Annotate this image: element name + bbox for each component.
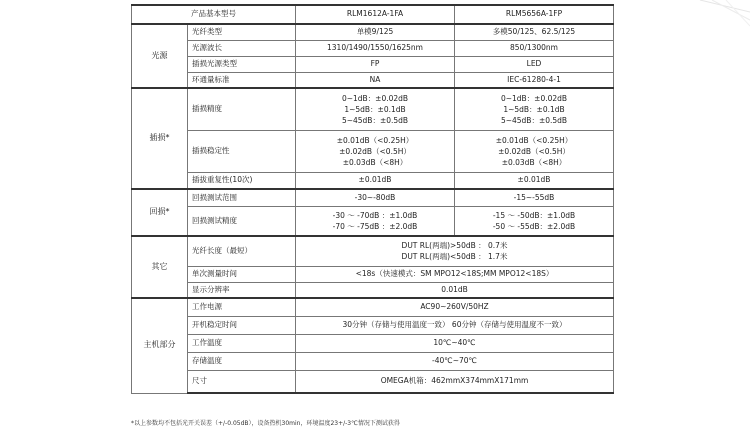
cell-merged: 0.01dB [296, 282, 614, 298]
category-insertion-loss: 插损* [132, 88, 188, 189]
table-row [132, 24, 614, 40]
cell-b: LED [455, 56, 614, 72]
table-row [132, 334, 614, 352]
table-row [132, 88, 614, 130]
category-light-source: 光源 [132, 24, 188, 88]
row-label: 工作电源 [188, 298, 296, 316]
row-label: 显示分辨率 [188, 282, 296, 298]
corner-decoration [690, 0, 750, 30]
model-a: RLM1612A-1FA [296, 5, 455, 24]
category-other: 其它 [132, 236, 188, 298]
table-row [132, 206, 614, 236]
row-label: 存储温度 [188, 352, 296, 370]
row-label: 光源波长 [188, 40, 296, 56]
footnote: *以上参数均不包括光开关误差（+/-0.05dB），设备热机30min，环境温度23+/-3℃情况下测试获得 [131, 420, 400, 427]
cell-merged: 30分钟（存储与使用温度一致） 60分钟（存储与使用温度不一致） [296, 316, 614, 334]
table-row [132, 72, 614, 88]
cell-merged: OMEGA机箱：462mmX374mmX171mm [296, 370, 614, 393]
category-host: 主机部分 [132, 298, 188, 393]
row-label: 光纤类型 [188, 24, 296, 40]
cell-line: ±0.02dB（<0.5H） [498, 146, 570, 156]
table-row [132, 130, 614, 172]
cell-line: 0~1dB：±0.02dB [500, 93, 568, 103]
spec-table [131, 4, 614, 394]
cell-b: 多模50/125、62.5/125 [455, 24, 614, 40]
cell-line: ±0.02dB（<0.5H） [339, 146, 411, 156]
cell-merged [296, 236, 614, 266]
row-label: 回损测试范围 [188, 189, 296, 206]
cell-a [296, 206, 455, 236]
cell-line: ±0.03dB（<8H） [501, 157, 567, 167]
cell-merged: <18s（快速模式：SM MPO12<18S;MM MPO12<18S） [296, 266, 614, 282]
table-row [132, 56, 614, 72]
cell-a: 单模9/125 [296, 24, 455, 40]
cell-line: 5~45dB：±0.5dB [341, 115, 409, 125]
cell-b [455, 206, 614, 236]
cell-a [296, 88, 455, 130]
row-label: 开机稳定时间 [188, 316, 296, 334]
row-label: 插损精度 [188, 88, 296, 130]
table-row [132, 370, 614, 393]
table-row [132, 352, 614, 370]
cell-a: 1310/1490/1550/1625nm [296, 40, 455, 56]
cell-line: -50 ～ -55dB：±2.0dB [492, 221, 576, 231]
cell-a: ±0.01dB [296, 172, 455, 189]
cell-line: ±0.01dB（<0.25H） [336, 135, 414, 145]
row-label: 光纤长度（最短） [188, 236, 296, 266]
row-label: 插拔重复性(10次) [188, 172, 296, 189]
cell-line: ±0.03dB（<8H） [342, 157, 408, 167]
cell-a [296, 130, 455, 172]
cell-a: NA [296, 72, 455, 88]
cell-b: IEC-61280-4-1 [455, 72, 614, 88]
cell-line: DUT RL(两端)>50dB ： 0.7米 [401, 241, 508, 251]
table-row [132, 298, 614, 316]
table-row [132, 282, 614, 298]
table-row [132, 189, 614, 206]
row-label: 尺寸 [188, 370, 296, 393]
cell-merged: AC90~260V/50HZ [296, 298, 614, 316]
table-row [132, 316, 614, 334]
cell-line: 5~45dB：±0.5dB [500, 115, 568, 125]
cell-line: DUT RL(两端)<50dB ： 1.7米 [401, 252, 508, 262]
cell-b [455, 130, 614, 172]
cell-merged: -40℃~70℃ [296, 352, 614, 370]
row-label: 回损测试精度 [188, 206, 296, 236]
row-label: 环通量标准 [188, 72, 296, 88]
cell-line: -70 ～ -75dB ：±2.0dB [332, 221, 418, 231]
table-row [132, 40, 614, 56]
header-row [132, 5, 614, 24]
table-row [132, 266, 614, 282]
header-title: 产品基本型号 [132, 5, 296, 24]
cell-line: -30 ～ -70dB ：±1.0dB [332, 210, 418, 220]
table-row [132, 236, 614, 266]
model-b: RLM5656A-1FP [455, 5, 614, 24]
cell-line: -15 ～ -50dB：±1.0dB [492, 210, 576, 220]
cell-b: ±0.01dB [455, 172, 614, 189]
category-return-loss: 回损* [132, 189, 188, 236]
row-label: 工作温度 [188, 334, 296, 352]
cell-line: 1~5dB：±0.1dB [344, 104, 406, 114]
table-row [132, 172, 614, 189]
cell-line: ±0.01dB（<0.25H） [495, 135, 573, 145]
row-label: 插损稳定性 [188, 130, 296, 172]
row-label: 单次测量时间 [188, 266, 296, 282]
cell-a: FP [296, 56, 455, 72]
cell-merged: 10℃~40℃ [296, 334, 614, 352]
cell-line: 1~5dB：±0.1dB [503, 104, 565, 114]
cell-a: -30~-80dB [296, 189, 455, 206]
cell-b: -15~-55dB [455, 189, 614, 206]
row-label: 插损光源类型 [188, 56, 296, 72]
cell-b: 850/1300nm [455, 40, 614, 56]
cell-b [455, 88, 614, 130]
cell-line: 0~1dB：±0.02dB [341, 93, 409, 103]
